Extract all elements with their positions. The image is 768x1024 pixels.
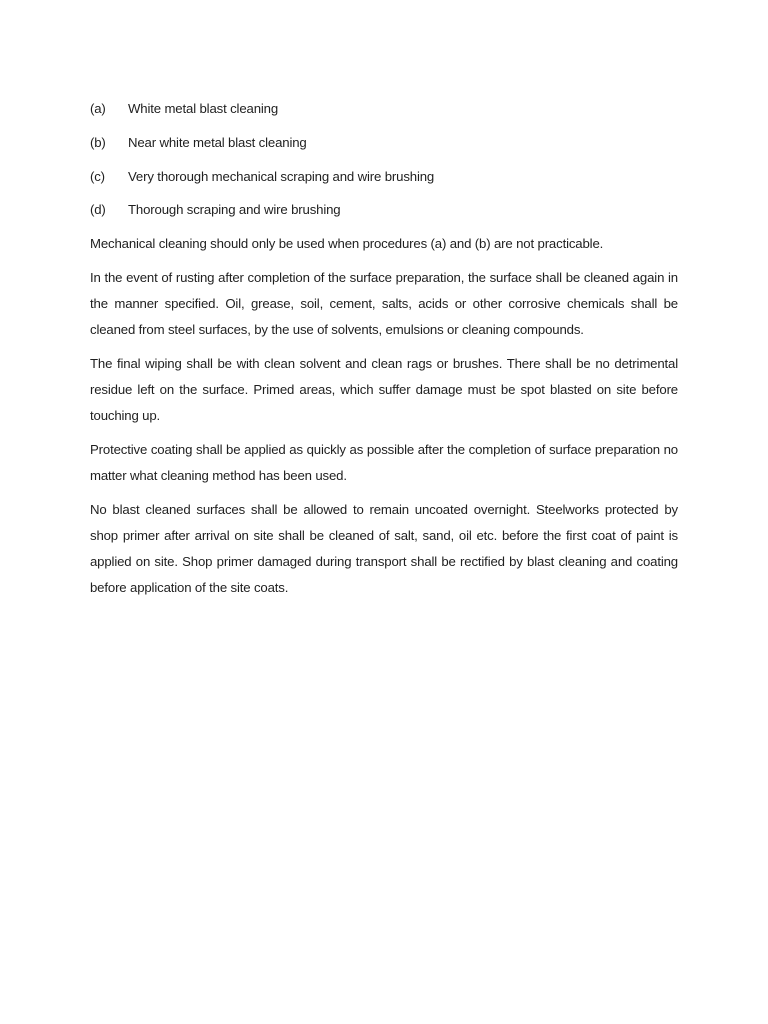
list-marker: (c) <box>90 168 105 184</box>
list-marker: (b) <box>90 134 106 150</box>
paragraph: No blast cleaned surfaces shall be allowed to remain uncoated overnight. Steelworks protected by shop primer after arrival on site shall be cleaned of salt, sand, oil etc. before the first coat of paint is applied on site. Shop primer damaged during transport shall be rectified by blast cleaning and coating before application of the site coats. <box>90 502 678 596</box>
paragraph: The final wiping shall be with clean solvent and clean rags or brushes. There shall be no detrimental residue left on the surface. Primed areas, which suffer damage must be spot blasted on site before touching up. <box>90 356 678 424</box>
list-marker: (d) <box>90 202 106 218</box>
paragraph: Protective coating shall be applied as quickly as possible after the completion of surface preparation no matter what cleaning method has been used. <box>90 442 678 484</box>
list-item <box>90 133 678 153</box>
list-item-text: Thorough scraping and wire brushing <box>128 202 341 218</box>
paragraph: Mechanical cleaning should only be used when procedures (a) and (b) are not practicable. <box>90 236 604 252</box>
list-item-text: Near white metal blast cleaning <box>128 134 307 150</box>
list-item-text: Very thorough mechanical scraping and wire brushing <box>128 168 435 184</box>
paragraph: In the event of rusting after completion of the surface preparation, the surface shall be cleaned again in the manner specified. Oil, grease, soil, cement, salts, acids or other corrosive chemicals shall be cleaned from steel surfaces, by the use of solvents, emulsions or cleaning compounds. <box>90 270 678 338</box>
document-body <box>90 99 678 609</box>
list-item-text: White metal blast cleaning <box>128 101 279 116</box>
list-item <box>90 200 678 220</box>
list-marker: (a) <box>90 101 106 116</box>
list-item <box>90 167 678 187</box>
list-item <box>90 99 678 119</box>
